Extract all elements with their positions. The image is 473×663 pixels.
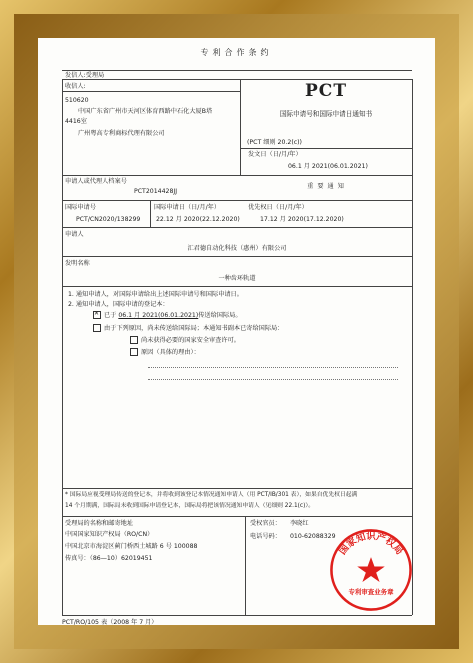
postcode: 510620 <box>65 97 89 104</box>
priority-date-label: 优先权日（日/月/年） <box>248 204 308 211</box>
rule-ref <box>62 175 412 176</box>
app-no-label: 国际申请号 <box>65 204 96 211</box>
option-transmitted-date: 06.1 月 2021(06.01.2021) <box>118 312 199 319</box>
rule-numbers-div1 <box>150 200 151 227</box>
phone-label: 电话号码： <box>250 533 281 540</box>
rule-left <box>62 79 63 615</box>
invention-value: 一种齿环轨道 <box>218 275 256 282</box>
phone-value: 010-62088329 <box>290 533 336 540</box>
rule-footnote-bottom <box>62 516 412 517</box>
checkbox-icon <box>130 336 138 344</box>
notice-item-2: 2. 通知申请人，国际申请的登记本： <box>68 301 169 308</box>
reason-line-1 <box>148 360 398 368</box>
rule-invention <box>62 286 412 287</box>
footnote-line-2: 14 个月期满，国际局未收到国际申请登记本，国际局将把该情况通知申请人（见细则 22.1(c)）。 <box>65 503 315 509</box>
checkbox-icon <box>93 324 101 332</box>
date-label: 发文日（日/月/年） <box>248 151 302 158</box>
seal-star-icon <box>357 557 385 582</box>
form-number: PCT/RO/105 表（2008 年 7 月） <box>62 619 158 626</box>
rule-applicant <box>62 256 412 257</box>
office-name: 中国国家知识产权局（RO/CN） <box>65 531 154 538</box>
priority-date-value: 17.12 月 2020(17.12.2020) <box>260 216 344 223</box>
officer-label: 受权官员： <box>250 520 281 527</box>
option-security <box>130 336 240 344</box>
sender-label: 发信人:受理局 <box>65 72 105 79</box>
rule-numbers-bottom <box>62 227 412 228</box>
notice-title: 国际申请号和国际申请日通知书 <box>279 110 373 118</box>
rule-receiver <box>62 91 240 92</box>
ref-label: 申请人或代理人档案号 <box>65 178 127 185</box>
checked-checkbox-icon <box>93 311 101 319</box>
agency-name: 广州粤高专利商标代理有限公司 <box>78 130 165 137</box>
seal-ring-text: 国家知识产权局 <box>337 531 405 557</box>
office-fax: 传真号：（86—10）62019451 <box>65 555 153 562</box>
address-line-1: 中国广东省广州市天河区体育西路中石化大厦B塔 <box>78 108 213 115</box>
option-security-text: 尚未获得必要的国家安全审查许可。 <box>141 337 240 344</box>
rule-numbers-top <box>62 200 412 201</box>
date-value: 06.1 月 2021(06.01.2021) <box>288 163 368 170</box>
document-page <box>38 38 435 625</box>
receiver-label: 收信人: <box>65 83 86 90</box>
option-transmitted-prefix: 已于 <box>104 312 117 319</box>
filing-date-label: 国际申请日（日/月/年） <box>154 204 221 211</box>
option-reason <box>130 348 200 356</box>
rule-sender <box>62 79 412 80</box>
applicant-value: 汇君德自动化科技（惠州）有限公司 <box>187 245 287 252</box>
ref-value: PCT2014428JJ <box>134 188 178 195</box>
important-notice: 重 要 通 知 <box>307 183 345 190</box>
page-title: 专利合作条约 <box>200 48 273 57</box>
invention-label: 发明名称 <box>65 260 90 267</box>
notice-item-1: 1. 通知申请人，对国际申请给出上述国际申请号和国际申请日。 <box>68 291 243 298</box>
rule-bottom <box>62 615 412 616</box>
reason-line-2 <box>148 372 398 380</box>
rule-office-div <box>245 516 246 615</box>
office-address: 中国北京市海淀区蓟门桥西土城路 6 号 100088 <box>65 543 198 550</box>
filing-date-value: 22.12 月 2020(22.12.2020) <box>156 216 240 223</box>
office-label: 受理局的名称和邮寄地址 <box>65 520 134 527</box>
official-seal <box>328 527 414 613</box>
pct-heading: PCT <box>305 81 347 101</box>
footnote-line-1: * 国际局应视受理局传送的登记本，并将收到该登记本情况通知申请人（用 PCT/IB/301 表），如果自优先权日起满 <box>65 492 358 498</box>
seal-bottom-text: 专利审查业务章 <box>348 588 394 597</box>
checkbox-icon <box>130 348 138 356</box>
option-transmitted-suffix: 传送给国际局。 <box>198 312 242 319</box>
applicant-label: 申请人 <box>65 231 84 238</box>
address-line-2: 4416室 <box>65 118 87 125</box>
option-transmitted <box>93 311 242 319</box>
app-no-value: PCT/CN2020/138299 <box>76 216 141 223</box>
option-not-transmitted <box>93 324 283 332</box>
option-reason-text: 原因（具体的理由）： <box>141 349 200 356</box>
rule-footnote-top <box>62 488 412 489</box>
officer-name: 李晓红 <box>290 520 309 527</box>
rule-top <box>62 70 412 71</box>
option-not-transmitted-text: 由于下列原因，尚未传送给国际局；本通知书副本已寄给国际局： <box>104 325 284 332</box>
rule-reference: (PCT 细则 20.2(c)) <box>247 139 302 146</box>
rule-rule <box>240 148 412 149</box>
